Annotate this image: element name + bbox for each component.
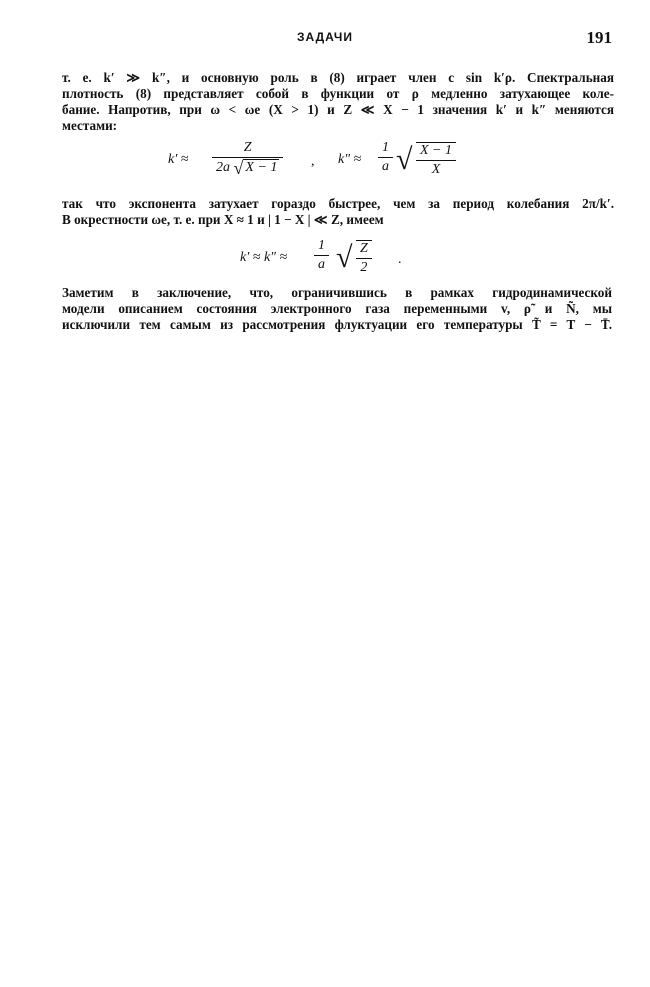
formula-lhs: k′ ≈ k″ ≈ bbox=[240, 250, 288, 265]
fraction bbox=[314, 238, 329, 273]
text-line: бание. Напротив, при ω < ωe (X > 1) и Z ≪ X − 1 значения k′ и k″ меняются bbox=[62, 102, 614, 117]
text-line: Заметим в заключение, что, ограничившись в рамках гидродинамической bbox=[62, 285, 612, 300]
paragraph-2 bbox=[62, 196, 614, 228]
formula-end: . bbox=[398, 252, 402, 267]
denominator: a bbox=[382, 159, 389, 174]
radical-fraction bbox=[416, 142, 456, 178]
text-line: местами: bbox=[62, 118, 118, 133]
formula-lhs: k″ ≈ bbox=[338, 152, 362, 167]
formula-lhs: k′ ≈ bbox=[168, 152, 189, 167]
radicand: X − 1 bbox=[245, 160, 278, 176]
numerator: Z bbox=[243, 140, 252, 155]
numerator: 1 bbox=[318, 238, 325, 253]
radical-fraction bbox=[356, 240, 372, 276]
text-line: модели описанием состояния электронного газа переменными v, ρ̃ и Ñ, мы bbox=[62, 301, 612, 316]
numerator: Z bbox=[359, 241, 368, 256]
sqrt-sign-icon: √ bbox=[233, 158, 244, 178]
denominator: X bbox=[431, 162, 441, 177]
formula-separator: , bbox=[311, 154, 315, 169]
numerator: X − 1 bbox=[419, 143, 452, 158]
text-line: исключили тем самым из рассмотрения флуктуации его температуры T̃ = T − T̄. bbox=[62, 317, 612, 332]
formula-k-prime bbox=[168, 140, 488, 186]
text-line: так что экспонента затухает гораздо быстрее, чем за период колебания 2π/k′. bbox=[62, 196, 614, 211]
paragraph-1 bbox=[62, 70, 614, 134]
text-line: плотность (8) представляет собой в функции от ρ медленно затухающее коле- bbox=[62, 86, 614, 101]
formula-k-equal bbox=[240, 238, 420, 284]
text-line: В окрестности ωe, т. е. при X ≈ 1 и | 1 − X | ≪ Z, имеем bbox=[62, 212, 384, 227]
sqrt-sign-icon: √ bbox=[396, 143, 413, 176]
denominator: a bbox=[318, 257, 325, 272]
sqrt-sign-icon: √ bbox=[336, 241, 353, 274]
page-number: 191 bbox=[586, 28, 612, 47]
text-line: т. е. k′ ≫ k″, и основную роль в (8) играет член с sin k′ρ. Спектральная bbox=[62, 70, 614, 85]
denominator: 2 bbox=[360, 260, 368, 275]
paragraph-3 bbox=[62, 285, 612, 333]
running-title: ЗАДАЧИ bbox=[297, 30, 353, 44]
denominator-prefix: 2a bbox=[216, 160, 230, 176]
fraction bbox=[212, 140, 283, 177]
numerator: 1 bbox=[382, 140, 389, 155]
fraction bbox=[378, 140, 393, 175]
